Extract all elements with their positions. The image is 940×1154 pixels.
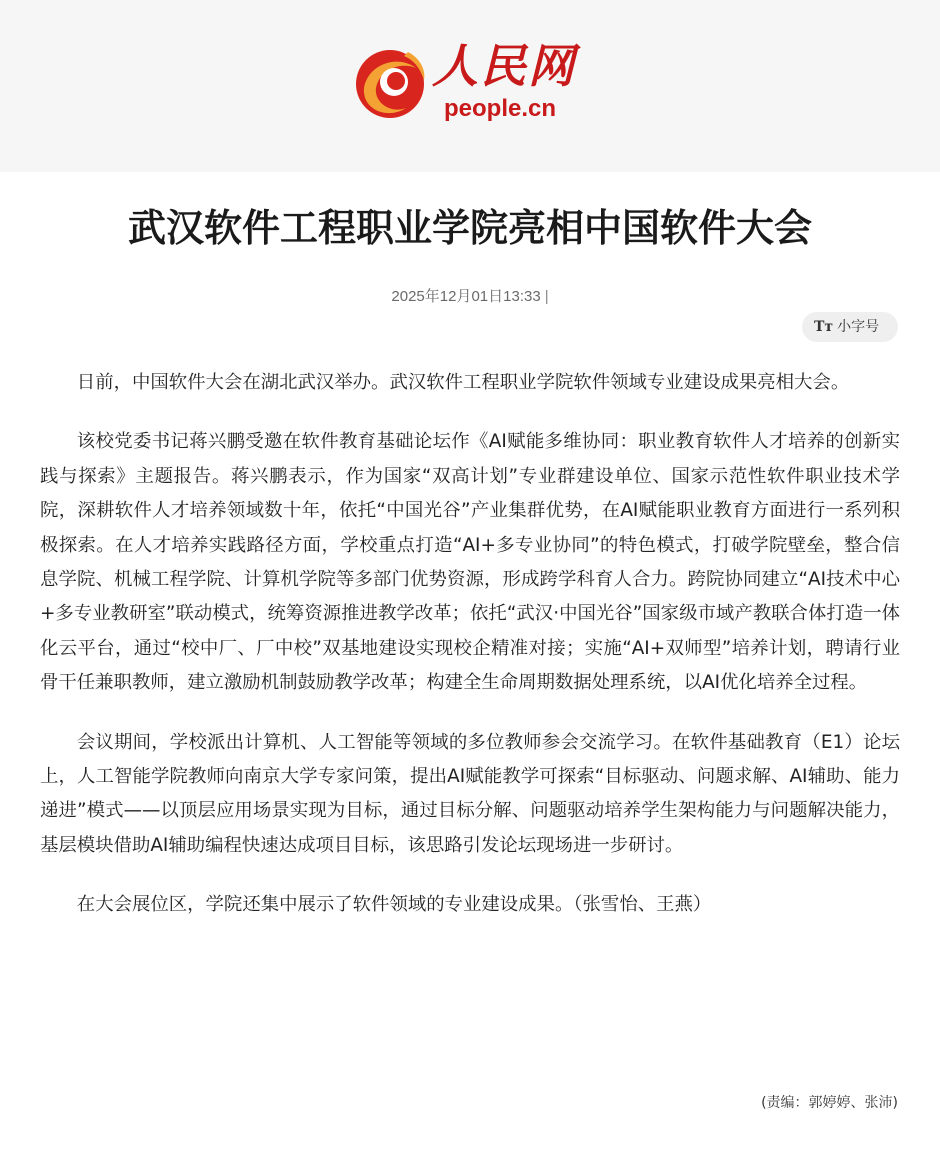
publish-datetime: 2025年12月01日13:33 — [391, 288, 541, 305]
logo-chinese-text: 人民网 — [432, 39, 576, 93]
people-cn-logo[interactable] — [354, 38, 614, 132]
article-paragraph-4: 在大会展位区，学院还集中展示了软件领域的专业建设成果。（张雪怡、王燕） — [76, 894, 712, 916]
meta-separator: | — [544, 288, 549, 305]
logo-english-text: people.cn — [444, 95, 557, 122]
article-meta — [0, 286, 940, 308]
article-paragraph-1: 日前，中国软件大会在湖北武汉举办。武汉软件工程职业学院软件领域专业建设成果亮相大会。 — [76, 372, 850, 393]
font-size-label: 小字号 — [837, 319, 880, 335]
site-header — [0, 0, 940, 172]
article-paragraph-2: 该校党委书记蒋兴鹏受邀在软件教育基础论坛作《AI赋能多维协同：职业教育软件人才培养的创新实践与探索》主题报告。蒋兴鹏表示，作为国家“双高计划”专业群建设单位、国家示范性软件职业技术学院，深耕软件人才培养领域数十年，依托“中国光谷”产业集群优势，在AI赋能职业教育方面进行一系列积极探索。在人才培养实践路径方面，学校重点打造“AI+多专业协同”的特色模式，打破学院壁垒，整合信息学院、机械工程学院、计算机学院等多部门优势资源，形成跨学科育人合力。跨院协同建立“AI技术中心+多专业教研室”联动模式，统筹资源推进教学改革；依托“武汉·中国光谷”国家级市域产教联合体打造一体化云平台，通过“校中厂、厂中校”双基地建设实现校企精准对接；实施“AI+双师型”培养计划，聘请行业骨干任兼职教师，建立激励机制鼓励教学改革；构建全生命周期数据处理系统，以AI优化培养全过程。 — [40, 431, 900, 694]
font-size-toggle-button[interactable] — [802, 312, 898, 342]
article-body — [40, 366, 900, 948]
font-size-icon: Tт — [814, 319, 834, 335]
article-paragraph-3: 会议期间，学校派出计算机、人工智能等领域的多位教师参会交流学习。在软件基础教育（E1）论坛上，人工智能学院教师向南京大学专家问策，提出AI赋能教学可探索“目标驱动、问题求解、AI辅助、能力递进”模式——以顶层应用场景实现为目标，通过目标分解、问题驱动培养学生架构能力与问题解决能力，基层模块借助AI辅助编程快速达成项目目标，该思路引发论坛现场进一步研讨。 — [40, 731, 900, 856]
people-swirl-logo-icon — [354, 44, 430, 122]
article-title: 武汉软件工程职业学院亮相中国软件大会 — [127, 206, 812, 250]
editor-credit: (责编：郭婷婷、张沛) — [761, 1095, 898, 1111]
